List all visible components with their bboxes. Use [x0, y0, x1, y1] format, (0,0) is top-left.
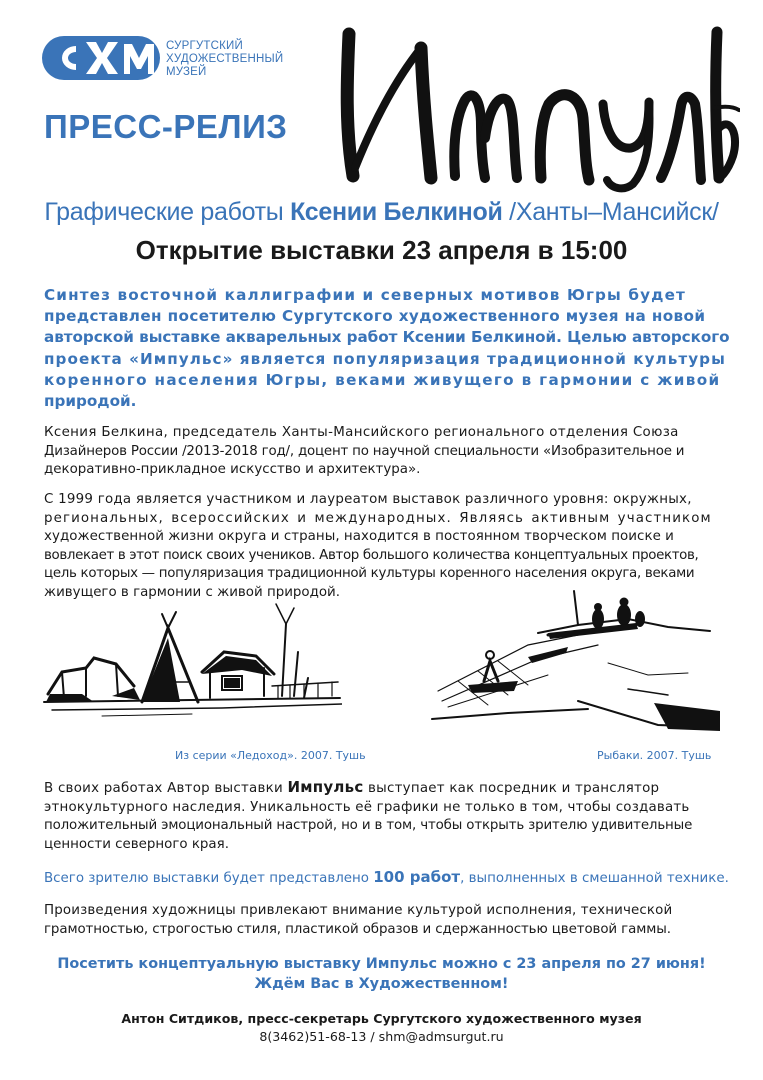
biography-paragraph	[44, 424, 720, 480]
subtitle	[0, 198, 763, 227]
lead-line: природой.	[44, 392, 137, 411]
contact-name: Антон Ситдиков, пресс-секретарь Сургутского художественного музея	[121, 1011, 642, 1026]
subtitle-prefix: Графические работы	[44, 198, 291, 226]
text-line: Произведения художницы привлекают внимание культурой исполнения, технической	[44, 903, 673, 918]
text-line: декоративно-прикладное искусство и архитектура».	[44, 462, 421, 478]
closing-invitation	[0, 954, 763, 994]
artwork-caption-left: Из серии «Ледоход». 2007. Тушь	[175, 749, 366, 762]
text-line: живущего в гармонии с живой природой.	[44, 584, 341, 600]
text-line: цель которых — популяризация традиционной культуры коренного населения округа, веками	[44, 566, 695, 582]
text-line: региональных, всероссийских и международных. Являясь активным участником	[44, 510, 712, 526]
museum-logo-icon	[42, 36, 160, 80]
text-line: С 1999 года является участником и лауреатом выставок различного уровня: окружных,	[44, 492, 692, 507]
exhibition-title-lettering	[335, 8, 740, 193]
museum-name-line: СУРГУТСКИЙ	[166, 40, 243, 52]
text-line: этнокультурного наследия. Уникальность её графики не только в том, чтобы создавать	[44, 799, 690, 815]
text-line: художественной жизни округа и страны, находится в постоянном творческом поиске и	[44, 529, 674, 545]
lead-line: коренного населения Югры, веками живущего в гармонии с живой	[44, 370, 721, 389]
exhibition-name-inline: Импульс	[287, 778, 364, 796]
works-quality-paragraph	[44, 902, 720, 939]
closing-line: Ждём Вас в Художественном!	[254, 976, 509, 992]
artwork-fishermen-image	[428, 585, 720, 735]
lead-line: проекта «Импульс» является популяризация традиционной культуры	[44, 349, 726, 368]
text-line: вовлекает в этот поиск своих учеников. Автор большого количества концептуальных проектов,	[44, 547, 699, 563]
subtitle-suffix: /Ханты–Мансийск/	[502, 198, 719, 226]
museum-name-line: МУЗЕЙ	[166, 66, 207, 78]
text-line: положительный эмоциональный настрой, но и в том, чтобы открыть зрителю удивительные	[44, 818, 693, 834]
lead-line: представлен посетителю Сургутского художественного музея на новой	[44, 307, 706, 326]
text-fragment: Всего зрителю выставки будет представлено	[44, 871, 374, 886]
text-line: ценности северного края.	[44, 836, 229, 852]
artwork-ice-drift-image	[42, 598, 342, 720]
contact-block	[0, 1010, 763, 1046]
closing-line: Посетить концептуальную выставку Импульс можно с 23 апреля по 27 июня!	[57, 956, 706, 972]
museum-name-line: ХУДОЖЕСТВЕННЫЙ	[166, 53, 284, 65]
text-fragment: , выполненных в смешанной технике.	[460, 871, 729, 886]
opening-announcement: Открытие выставки 23 апреля в 15:00	[135, 235, 628, 265]
lead-paragraph	[44, 285, 730, 412]
text-fragment: выступает как посредник и транслятор	[363, 781, 660, 796]
artist-role-paragraph	[44, 778, 720, 854]
text-fragment: В своих работах Автор выставки	[44, 781, 288, 796]
text-line: Ксения Белкина, председатель Ханты-Мансийского регионального отделения Союза	[44, 425, 679, 440]
museum-name	[166, 40, 283, 79]
text-line: Дизайнеров России /2013-2018 год/, доцент по научной специальности «Изобразительное и	[44, 443, 685, 459]
press-release-heading: ПРЕСС-РЕЛИЗ	[44, 108, 288, 145]
contact-details: 8(3462)51-68-13 / shm@admsurgut.ru	[259, 1029, 504, 1044]
artwork-caption-right: Рыбаки. 2007. Тушь	[597, 749, 712, 762]
works-count: 100 работ	[373, 868, 461, 886]
lead-line: авторской выставке акварельных работ Ксении Белкиной. Целью авторского	[44, 328, 730, 347]
artist-name: Ксении Белкиной	[290, 198, 503, 226]
works-count-paragraph	[44, 868, 729, 889]
lead-line: Синтез восточной каллиграфии и северных мотивов Югры будет	[44, 286, 686, 304]
text-line: грамотностью, строгостью стиля, пластикой образов и сдержанностью цветовой гаммы.	[44, 921, 671, 937]
